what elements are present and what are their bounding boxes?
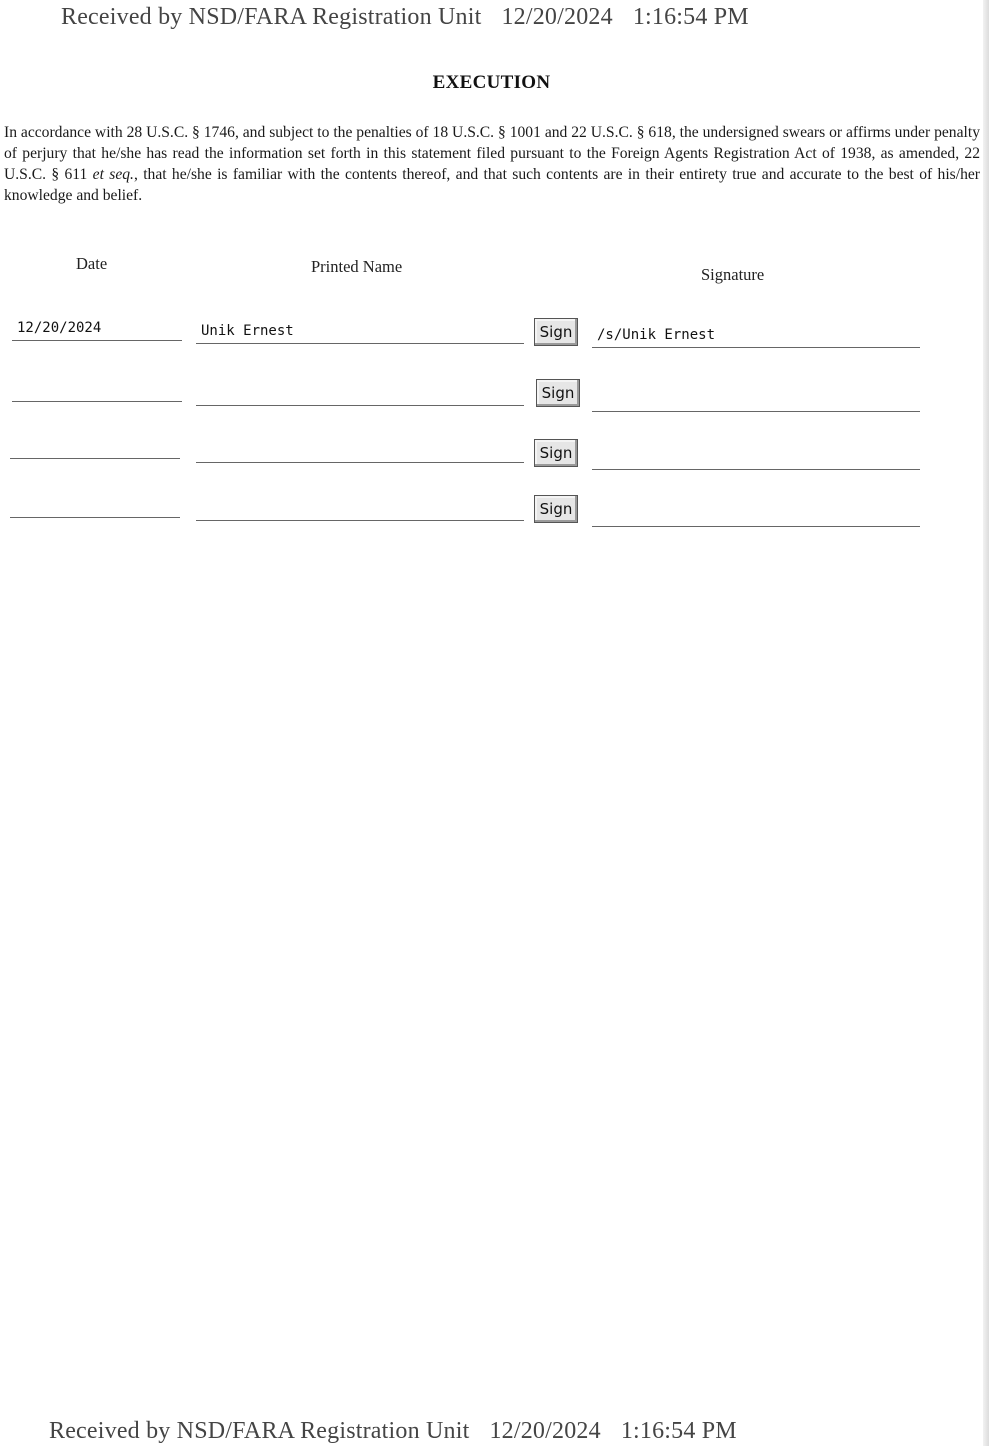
section-title: EXECUTION <box>432 72 551 93</box>
signature-field-2[interactable] <box>592 388 920 412</box>
date-field-3[interactable] <box>10 435 180 459</box>
printed-name-field-3[interactable] <box>196 439 524 463</box>
column-header-date: Date <box>76 254 108 273</box>
execution-statement <box>4 122 980 206</box>
stamp-time: 1:16:54 PM <box>620 1418 737 1444</box>
date-field-4[interactable] <box>10 494 180 518</box>
stamp-label: Received by NSD/FARA Registration Unit <box>49 1418 470 1444</box>
signature-field-3[interactable] <box>592 446 920 470</box>
sign-button-4[interactable]: Sign <box>534 495 578 523</box>
sign-button-1[interactable]: Sign <box>534 318 578 346</box>
sign-button-3[interactable]: Sign <box>534 439 578 467</box>
stamp-date: 12/20/2024 <box>489 1418 601 1444</box>
sign-button-2[interactable]: Sign <box>536 379 580 407</box>
stamp-label: Received by NSD/FARA Registration Unit <box>61 4 482 30</box>
signature-field-1[interactable]: /s/Unik Ernest <box>592 324 920 348</box>
printed-name-field-4[interactable] <box>196 497 524 521</box>
stamp-date: 12/20/2024 <box>501 4 613 30</box>
signature-field-4[interactable] <box>592 503 920 527</box>
statement-emphasis: et seq. <box>92 166 134 183</box>
page-edge <box>983 0 989 1446</box>
column-header-signature: Signature <box>701 265 765 284</box>
received-stamp-top <box>61 4 749 31</box>
stamp-time: 1:16:54 PM <box>632 4 749 30</box>
received-stamp-bottom <box>49 1418 737 1445</box>
column-header-printed-name: Printed Name <box>311 257 403 276</box>
date-field-1[interactable]: 12/20/2024 <box>12 317 182 341</box>
statement-text-part2: , that he/she is familiar with the contents thereof, and that such contents are in their entirety true and accurate to the best of his/her knowledge and belief. <box>4 166 980 204</box>
printed-name-field-2[interactable] <box>196 382 524 406</box>
date-field-2[interactable] <box>12 378 182 402</box>
printed-name-field-1[interactable]: Unik Ernest <box>196 320 524 344</box>
statement-text-part1: In accordance with 28 U.S.C. § 1746, and subject to the penalties of 18 U.S.C. § 1001 and 22 U.S.C. § 618, the undersigned swears or affirms under penalty of perjury that he/she has read the information set forth in this statement filed pursuant to the Foreign Agents Registration Act of 1938, as amended, 22 U.S.C. § 611 <box>4 124 980 183</box>
